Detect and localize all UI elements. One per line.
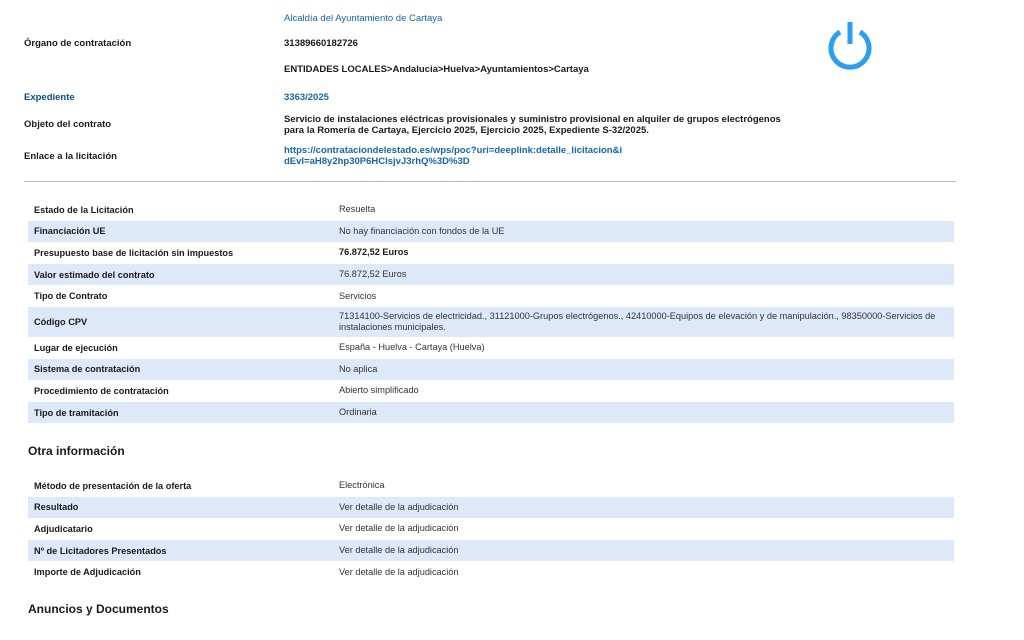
- table-row: [28, 561, 954, 583]
- otra-informacion-title: Otra información: [28, 444, 125, 458]
- table-row: [28, 242, 954, 264]
- table-row: [28, 518, 954, 540]
- row-label: Código CPV: [28, 307, 333, 337]
- row-label: Nº de Licitadores Presentados: [28, 540, 333, 562]
- organo-label: Órgano de contratación: [24, 38, 132, 49]
- anuncios-documentos-title: Anuncios y Documentos: [28, 602, 169, 616]
- organo-path: ENTIDADES LOCALES>Andalucia>Huelva>Ayuntamientos>Cartaya: [284, 64, 589, 75]
- row-label: Importe de Adjudicación: [34, 567, 141, 578]
- row-label: Financiación UE: [28, 221, 333, 243]
- licitacion-details-table: [28, 199, 954, 423]
- table-row: [28, 264, 954, 286]
- organo-id: 31389660182726: [284, 38, 358, 49]
- row-label: Tipo de tramitación: [28, 402, 333, 424]
- row-value: Ordinaria: [333, 402, 954, 424]
- row-label: Valor estimado del contrato: [28, 264, 333, 286]
- row-label: Tipo de Contrato: [34, 291, 108, 302]
- row-value: 76.872,52 Euros: [339, 247, 409, 258]
- row-value: España - Huelva - Cartaya (Huelva): [339, 342, 485, 353]
- table-row: [28, 402, 954, 424]
- row-value: 71314100-Servicios de electricidad., 31121000-Grupos electrógenos., 42410000-Equipos de elevación y de manipulación., 98350000-Servicios de instalaciones municipales.: [333, 307, 954, 337]
- row-value: No hay financiación con fondos de la UE: [333, 221, 954, 243]
- table-row: [28, 359, 954, 381]
- table-row: [28, 221, 954, 243]
- row-value: Ver detalle de la adjudicación: [339, 523, 459, 534]
- row-label: Método de presentación de la oferta: [34, 480, 192, 491]
- contract-header: [0, 0, 1024, 190]
- row-label: Procedimiento de contratación: [34, 385, 169, 396]
- row-value: Servicios: [339, 290, 377, 301]
- header-divider: [24, 181, 956, 182]
- power-icon[interactable]: [824, 20, 876, 72]
- row-label: Resultado: [28, 497, 333, 519]
- row-value: Resuelta: [339, 204, 376, 215]
- otra-informacion-table: [28, 475, 954, 583]
- enlace-label: Enlace a la licitación: [24, 151, 117, 162]
- row-value: Electrónica: [339, 480, 385, 491]
- licitacion-link[interactable]: https://contrataciondelestado.es/wps/poc?uri=deeplink:detalle_licitacion&idEvl=aH8y2hp30P6HClsjvJ3rhQ%3D%3D: [284, 145, 623, 167]
- row-label: Estado de la Licitación: [34, 204, 134, 215]
- row-label: Presupuesto base de licitación sin impuestos: [34, 247, 234, 258]
- organo-name: Alcaldía del Ayuntamiento de Cartaya: [284, 13, 443, 24]
- objeto-label: Objeto del contrato: [24, 119, 112, 130]
- table-row: [28, 199, 954, 221]
- row-value: Ver detalle de la adjudicación: [333, 497, 954, 519]
- row-value: Ver detalle de la adjudicación: [339, 566, 459, 577]
- table-row: [28, 497, 954, 519]
- row-value: Abierto simplificado: [339, 385, 419, 396]
- row-value: No aplica: [333, 359, 954, 381]
- row-value: Ver detalle de la adjudicación: [333, 540, 954, 562]
- row-label: Adjudicatario: [34, 523, 93, 534]
- table-row: [28, 380, 954, 402]
- row-label: Lugar de ejecución: [34, 342, 118, 353]
- table-row: [28, 285, 954, 307]
- table-row: [28, 337, 954, 359]
- row-label: Sistema de contratación: [28, 359, 333, 381]
- objeto-value: Servicio de instalaciones eléctricas provisionales y suministro provisional en alquiler de grupos electrógenos para la Romería de Cartaya, Ejercicio 2025, Ejercicio 2025, Expediente S-32/2025.: [284, 114, 781, 136]
- table-row: [28, 540, 954, 562]
- expediente-value: 3363/2025: [284, 92, 329, 103]
- row-value: 76.872,52 Euros: [333, 264, 954, 286]
- table-row: [28, 475, 954, 497]
- expediente-label: Expediente: [24, 92, 75, 103]
- table-row: [28, 307, 954, 337]
